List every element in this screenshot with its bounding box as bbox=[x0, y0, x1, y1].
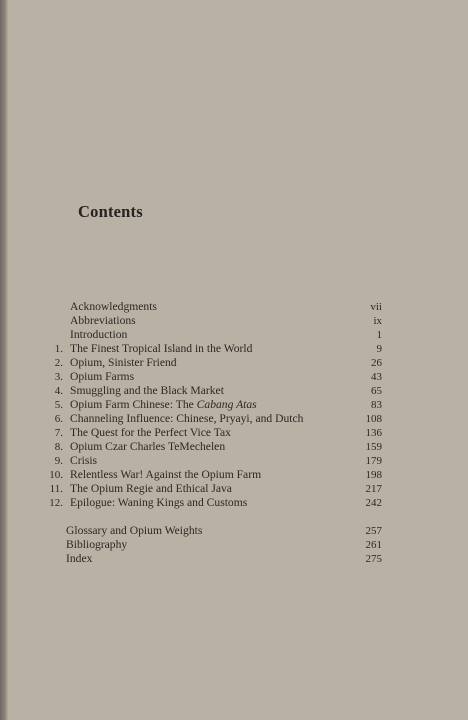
chapter-number: 7. bbox=[54, 427, 63, 439]
chapter-page: 83 bbox=[371, 399, 382, 411]
chapter-page: 43 bbox=[371, 371, 382, 383]
toc-entry-page: ix bbox=[373, 315, 382, 327]
chapter-title: Relentless War! Against the Opium Farm bbox=[70, 468, 262, 481]
chapter-number: 3. bbox=[54, 371, 63, 383]
chapter-title: The Opium Regie and Ethical Java bbox=[70, 482, 232, 495]
toc-entry-title: Abbreviations bbox=[70, 314, 136, 327]
toc-entry-page: 257 bbox=[365, 525, 382, 537]
toc-entry-page: vii bbox=[370, 301, 382, 313]
chapter-title-italic: Cabang Atas bbox=[196, 398, 257, 411]
book-spine-shadow bbox=[0, 0, 8, 720]
chapter-page: 65 bbox=[371, 385, 382, 397]
chapter-number: 2. bbox=[54, 357, 63, 369]
chapter-title: Crisis bbox=[70, 454, 98, 467]
chapter-number: 10. bbox=[49, 469, 63, 481]
chapter-page: 159 bbox=[365, 441, 382, 453]
chapter-title: Opium, Sinister Friend bbox=[70, 356, 177, 369]
toc-chapter-8 bbox=[8, 440, 468, 454]
book-page bbox=[8, 0, 468, 720]
toc-chapter-1 bbox=[8, 342, 468, 356]
chapter-title: Epilogue: Waning Kings and Customs bbox=[70, 496, 248, 509]
chapter-title: The Quest for the Perfect Vice Tax bbox=[70, 426, 231, 439]
toc-entry-introduction bbox=[8, 328, 468, 342]
chapter-title: Opium Czar Charles TeMechelen bbox=[70, 440, 226, 453]
chapter-title: The Finest Tropical Island in the World bbox=[70, 342, 253, 355]
toc-entry-glossary bbox=[8, 524, 468, 538]
chapter-page: 179 bbox=[365, 455, 382, 467]
chapter-number: 12. bbox=[49, 497, 63, 509]
toc-entry-bibliography bbox=[8, 538, 468, 552]
chapter-page: 198 bbox=[365, 469, 382, 481]
chapter-number: 8. bbox=[54, 441, 63, 453]
toc-chapter-5 bbox=[8, 398, 468, 412]
chapter-number: 9. bbox=[54, 455, 63, 467]
toc-chapter-10 bbox=[8, 468, 468, 482]
toc-entry-page: 275 bbox=[365, 553, 382, 565]
toc-chapter-3 bbox=[8, 370, 468, 384]
chapter-title-roman: Opium Farm Chinese: The bbox=[70, 398, 197, 411]
toc-chapter-4 bbox=[8, 384, 468, 398]
chapter-title: Smuggling and the Black Market bbox=[70, 384, 224, 397]
toc-entry-abbreviations bbox=[8, 314, 468, 328]
contents-heading: Contents bbox=[78, 202, 143, 221]
chapter-number: 11. bbox=[49, 483, 63, 495]
chapter-page: 217 bbox=[365, 483, 382, 495]
chapter-title: Channeling Influence: Chinese, Pryayi, and Dutch bbox=[70, 412, 304, 425]
toc-chapter-6 bbox=[8, 412, 468, 426]
toc-entry-index bbox=[8, 552, 468, 566]
chapter-page: 9 bbox=[376, 343, 382, 355]
toc-entry-page: 261 bbox=[365, 539, 382, 551]
toc-chapter-7 bbox=[8, 426, 468, 440]
toc-entry-page: 1 bbox=[376, 329, 382, 341]
chapter-page: 26 bbox=[371, 357, 382, 369]
chapter-number: 1. bbox=[54, 343, 63, 355]
chapter-number: 4. bbox=[54, 385, 63, 397]
chapter-title: Opium Farms bbox=[70, 370, 135, 383]
toc-chapter-9 bbox=[8, 454, 468, 468]
toc-chapter-12 bbox=[8, 496, 468, 510]
toc-entry-title: Introduction bbox=[70, 328, 128, 341]
toc-chapter-11 bbox=[8, 482, 468, 496]
toc-entry-title: Acknowledgments bbox=[70, 300, 157, 313]
toc-entry-title: Bibliography bbox=[66, 538, 128, 551]
chapter-number: 6. bbox=[54, 413, 63, 425]
toc-entry-title: Index bbox=[66, 552, 93, 565]
chapter-title bbox=[70, 398, 257, 412]
toc-chapter-2 bbox=[8, 356, 468, 370]
chapter-page: 242 bbox=[365, 497, 382, 509]
chapter-page: 136 bbox=[365, 427, 382, 439]
chapter-number: 5. bbox=[54, 399, 63, 411]
toc-entry-acknowledgments bbox=[8, 300, 468, 314]
chapter-page: 108 bbox=[365, 413, 382, 425]
toc-entry-title: Glossary and Opium Weights bbox=[66, 524, 203, 537]
